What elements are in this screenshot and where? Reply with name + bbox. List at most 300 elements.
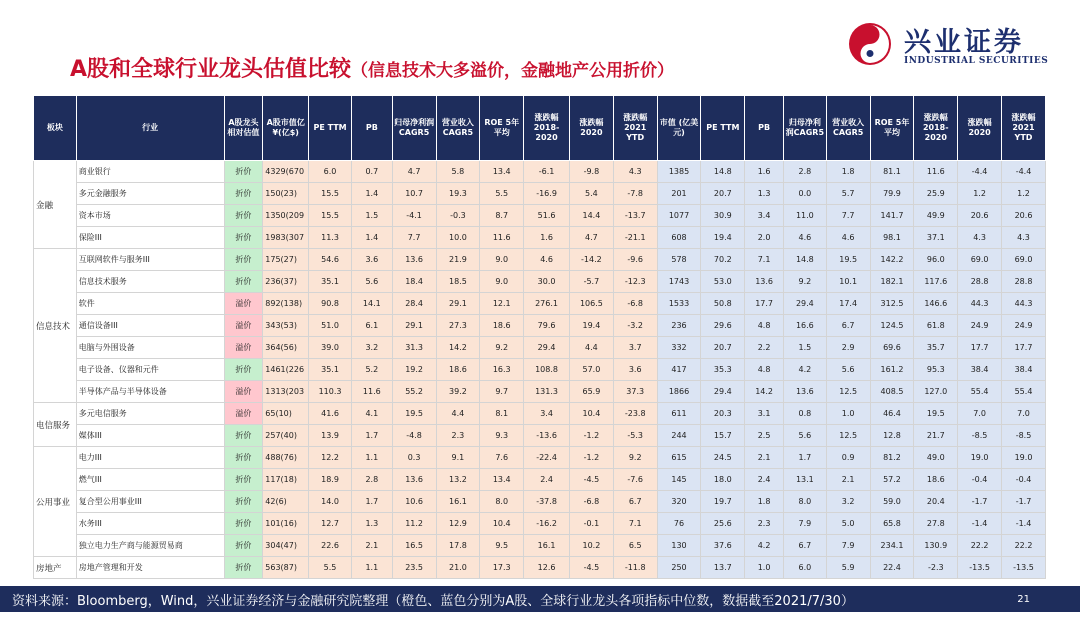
global-metric-cell: 1.8 [745,491,784,513]
source-note: 资料来源：Bloomberg，Wind，兴业证券经济与金融研究院整理（橙色、蓝色分别为A股、全球行业龙头各项指标中位数，数据截至2021/7/30） [12,594,854,609]
global-metric-cell: 417 [657,359,701,381]
a-share-metric-cell: 18.5 [436,271,480,293]
global-metric-cell: 2.9 [826,337,870,359]
valuation-badge: 折价 [224,205,263,227]
global-metric-cell: 50.8 [701,293,745,315]
global-metric-cell: 244 [657,425,701,447]
global-metric-cell: 95.3 [914,359,958,381]
a-share-metric-cell: 39.2 [436,381,480,403]
a-share-metric-cell: 1.1 [351,447,392,469]
a-share-metric-cell: 29.4 [524,337,570,359]
global-metric-cell: 7.9 [826,535,870,557]
global-metric-cell: 4.8 [745,359,784,381]
valuation-badge: 溢价 [224,381,263,403]
table-row [34,161,1046,183]
global-metric-cell: 0.9 [826,447,870,469]
column-header: 涨跌幅 2018-2020 [914,96,958,161]
global-metric-cell: 10.1 [826,271,870,293]
a-share-metric-cell: 14.1 [351,293,392,315]
a-share-metric-cell: -7.8 [613,183,657,205]
valuation-badge: 溢价 [224,337,263,359]
global-metric-cell: 79.9 [870,183,914,205]
a-share-metric-cell: 6.7 [613,491,657,513]
global-metric-cell: 124.5 [870,315,914,337]
a-share-metric-cell: 1.6 [524,227,570,249]
global-metric-cell: 13.7 [701,557,745,579]
global-metric-cell: 4.3 [958,227,1002,249]
a-share-metric-cell: 1.1 [351,557,392,579]
global-metric-cell: 5.6 [826,359,870,381]
global-metric-cell: 8.0 [783,491,826,513]
column-header: ROE 5年平均 [870,96,914,161]
global-metric-cell: 11.6 [914,161,958,183]
global-metric-cell: 1.5 [783,337,826,359]
global-metric-cell: 29.6 [701,315,745,337]
global-metric-cell: -1.7 [1002,491,1046,513]
a-share-metric-cell: 4.6 [524,249,570,271]
industry-cell: 电子设备、仪器和元件 [76,359,224,381]
global-metric-cell: -1.4 [1002,513,1046,535]
a-share-metric-cell: 2.8 [351,469,392,491]
global-metric-cell: 1.0 [826,403,870,425]
a-share-metric-cell: 19.4 [569,315,613,337]
a-share-metric-cell: 30.0 [524,271,570,293]
a-share-metric-cell: 51.0 [309,315,352,337]
global-metric-cell: 1.3 [745,183,784,205]
logo-text-cn: 兴业证券 [904,27,1024,58]
global-metric-cell: 13.1 [783,469,826,491]
a-share-metric-cell: 5.5 [480,183,524,205]
sector-label: 信息技术 [34,249,77,403]
a-share-metric-cell: 563(87) [263,557,309,579]
global-metric-cell: 2.0 [745,227,784,249]
global-metric-cell: 19.5 [914,403,958,425]
table-row [34,337,1046,359]
a-share-metric-cell: -12.3 [613,271,657,293]
a-share-metric-cell: 37.3 [613,381,657,403]
global-metric-cell: 5.0 [826,513,870,535]
global-metric-cell: 6.7 [826,315,870,337]
global-metric-cell: 608 [657,227,701,249]
a-share-metric-cell: 16.1 [524,535,570,557]
a-share-metric-cell: 14.2 [436,337,480,359]
global-metric-cell: 141.7 [870,205,914,227]
a-share-metric-cell: 79.6 [524,315,570,337]
column-header: 行业 [76,96,224,161]
global-metric-cell: 35.7 [914,337,958,359]
industry-cell: 商业银行 [76,161,224,183]
a-share-metric-cell: 2.4 [524,469,570,491]
global-metric-cell: 44.3 [958,293,1002,315]
a-share-metric-cell: 7.7 [392,227,436,249]
global-metric-cell: 15.7 [701,425,745,447]
a-share-metric-cell: -16.9 [524,183,570,205]
global-metric-cell: 28.8 [1002,271,1046,293]
industry-cell: 保险III [76,227,224,249]
a-share-metric-cell: 4.4 [569,337,613,359]
a-share-metric-cell: 488(76) [263,447,309,469]
a-share-metric-cell: 364(56) [263,337,309,359]
a-share-metric-cell: 8.7 [480,205,524,227]
a-share-metric-cell: -22.4 [524,447,570,469]
a-share-metric-cell: 1.7 [351,491,392,513]
global-metric-cell: 57.2 [870,469,914,491]
column-header: 涨跌幅 2021 YTD [613,96,657,161]
global-metric-cell: 49.0 [914,447,958,469]
a-share-metric-cell: 17.8 [436,535,480,557]
global-metric-cell: 46.4 [870,403,914,425]
a-share-metric-cell: -4.5 [569,469,613,491]
global-metric-cell: 2.2 [745,337,784,359]
valuation-badge: 折价 [224,557,263,579]
a-share-metric-cell: 1.4 [351,183,392,205]
a-share-metric-cell: 12.2 [309,447,352,469]
a-share-metric-cell: 5.8 [436,161,480,183]
global-metric-cell: 18.0 [701,469,745,491]
global-metric-cell: 11.0 [783,205,826,227]
valuation-badge: 折价 [224,425,263,447]
a-share-metric-cell: 1.5 [351,205,392,227]
a-share-metric-cell: 42(6) [263,491,309,513]
global-metric-cell: 25.6 [701,513,745,535]
valuation-badge: 折价 [224,447,263,469]
a-share-metric-cell: -6.8 [569,491,613,513]
global-metric-cell: 25.9 [914,183,958,205]
global-metric-cell: 53.0 [701,271,745,293]
industry-cell: 燃气III [76,469,224,491]
a-share-metric-cell: 4.3 [613,161,657,183]
a-share-metric-cell: -4.8 [392,425,436,447]
a-share-metric-cell: 892(138) [263,293,309,315]
global-metric-cell: 14.8 [701,161,745,183]
global-metric-cell: 17.4 [826,293,870,315]
a-share-metric-cell: 18.6 [480,315,524,337]
global-metric-cell: -2.3 [914,557,958,579]
a-share-metric-cell: 57.0 [569,359,613,381]
a-share-metric-cell: 65.9 [569,381,613,403]
column-header: 营业收入CAGR5 [826,96,870,161]
global-metric-cell: 234.1 [870,535,914,557]
global-metric-cell: -0.4 [1002,469,1046,491]
global-metric-cell: 7.1 [745,249,784,271]
a-share-metric-cell: -9.8 [569,161,613,183]
a-share-metric-cell: 13.4 [480,469,524,491]
a-share-metric-cell: 6.0 [309,161,352,183]
table-row [34,293,1046,315]
global-metric-cell: 37.6 [701,535,745,557]
a-share-metric-cell: 19.3 [436,183,480,205]
global-metric-cell: 2.3 [745,513,784,535]
a-share-metric-cell: 3.4 [524,403,570,425]
global-metric-cell: 13.6 [745,271,784,293]
a-share-metric-cell: 5.2 [351,359,392,381]
industry-cell: 水务III [76,513,224,535]
company-logo [848,20,1060,70]
a-share-metric-cell: 1.3 [351,513,392,535]
global-metric-cell: 12.5 [826,381,870,403]
global-metric-cell: 20.3 [701,403,745,425]
global-metric-cell: 6.7 [783,535,826,557]
column-header: 板块 [34,96,77,161]
global-metric-cell: 14.2 [745,381,784,403]
a-share-metric-cell: 13.2 [436,469,480,491]
global-metric-cell: 28.8 [958,271,1002,293]
global-metric-cell: 19.0 [1002,447,1046,469]
a-share-metric-cell: -1.2 [569,447,613,469]
global-metric-cell: 21.7 [914,425,958,447]
a-share-metric-cell: 175(27) [263,249,309,271]
sector-label: 公用事业 [34,447,77,557]
a-share-metric-cell: -5.3 [613,425,657,447]
a-share-metric-cell: 10.2 [569,535,613,557]
industry-cell: 通信设备III [76,315,224,337]
industry-cell: 房地产管理和开发 [76,557,224,579]
table-row [34,271,1046,293]
a-share-metric-cell: 110.3 [309,381,352,403]
global-metric-cell: -4.4 [958,161,1002,183]
global-metric-cell: 59.0 [870,491,914,513]
a-share-metric-cell: 117(18) [263,469,309,491]
valuation-badge: 折价 [224,491,263,513]
global-metric-cell: 611 [657,403,701,425]
table-row [34,513,1046,535]
global-metric-cell: 1.7 [783,447,826,469]
global-metric-cell: 76 [657,513,701,535]
global-metric-cell: 30.9 [701,205,745,227]
a-share-metric-cell: 10.6 [392,491,436,513]
global-metric-cell: 69.0 [958,249,1002,271]
global-metric-cell: 20.6 [958,205,1002,227]
global-metric-cell: 20.6 [1002,205,1046,227]
sector-label: 房地产 [34,557,77,579]
a-share-metric-cell: -6.8 [613,293,657,315]
a-share-metric-cell: 13.4 [480,161,524,183]
global-metric-cell: 6.0 [783,557,826,579]
a-share-metric-cell: 18.9 [309,469,352,491]
global-metric-cell: 17.7 [1002,337,1046,359]
global-metric-cell: 332 [657,337,701,359]
valuation-badge: 溢价 [224,315,263,337]
a-share-metric-cell: 2.3 [436,425,480,447]
a-share-metric-cell: 16.3 [480,359,524,381]
a-share-metric-cell: 29.1 [392,315,436,337]
a-share-metric-cell: 3.2 [351,337,392,359]
a-share-metric-cell: 17.3 [480,557,524,579]
a-share-metric-cell: 7.6 [480,447,524,469]
a-share-metric-cell: 18.6 [436,359,480,381]
industry-cell: 电脑与外围设备 [76,337,224,359]
global-metric-cell: 29.4 [783,293,826,315]
global-metric-cell: 236 [657,315,701,337]
global-metric-cell: 0.0 [783,183,826,205]
column-header: 涨跌幅 2020 [569,96,613,161]
global-metric-cell: 20.7 [701,337,745,359]
a-share-metric-cell: 10.0 [436,227,480,249]
global-metric-cell: 22.2 [1002,535,1046,557]
a-share-metric-cell: 108.8 [524,359,570,381]
a-share-metric-cell: 41.6 [309,403,352,425]
a-share-metric-cell: 9.1 [436,447,480,469]
a-share-metric-cell: 4.7 [392,161,436,183]
global-metric-cell: 5.7 [826,183,870,205]
column-header: A股龙头相对估值 [224,96,263,161]
a-share-metric-cell: 65(10) [263,403,309,425]
a-share-metric-cell: 10.4 [480,513,524,535]
global-metric-cell: 4.2 [783,359,826,381]
title-main: A股和全球行业龙头估值比较 [70,57,352,82]
table-row [34,535,1046,557]
global-metric-cell: 1743 [657,271,701,293]
industry-cell: 互联网软件与服务III [76,249,224,271]
a-share-metric-cell: 150(23) [263,183,309,205]
a-share-metric-cell: 90.8 [309,293,352,315]
a-share-metric-cell: 6.1 [351,315,392,337]
global-metric-cell: 578 [657,249,701,271]
global-metric-cell: -13.5 [958,557,1002,579]
global-metric-cell: 146.6 [914,293,958,315]
a-share-metric-cell: -4.1 [392,205,436,227]
column-header: ROE 5年平均 [480,96,524,161]
global-metric-cell: 182.1 [870,271,914,293]
global-metric-cell: 81.2 [870,447,914,469]
a-share-metric-cell: 0.3 [392,447,436,469]
global-metric-cell: 4.6 [783,227,826,249]
a-share-metric-cell: 9.0 [480,249,524,271]
title-subtitle: （信息技术大多溢价，金融地产公用折价） [351,61,675,81]
a-share-metric-cell: 39.0 [309,337,352,359]
a-share-metric-cell: -23.8 [613,403,657,425]
global-metric-cell: 24.9 [1002,315,1046,337]
a-share-metric-cell: 1350(209 [263,205,309,227]
global-metric-cell: 20.7 [701,183,745,205]
a-share-metric-cell: -4.5 [569,557,613,579]
a-share-metric-cell: 13.6 [392,469,436,491]
a-share-metric-cell: -16.2 [524,513,570,535]
table-row [34,183,1046,205]
table-row [34,491,1046,513]
global-metric-cell: 2.5 [745,425,784,447]
column-header: 归母净利润CAGR5 [392,96,436,161]
industry-cell: 媒体III [76,425,224,447]
column-header: 涨跌幅 2021 YTD [1002,96,1046,161]
a-share-metric-cell: -0.1 [569,513,613,535]
a-share-metric-cell: -7.6 [613,469,657,491]
global-metric-cell: 4.2 [745,535,784,557]
a-share-metric-cell: 12.1 [480,293,524,315]
a-share-metric-cell: 3.6 [613,359,657,381]
a-share-metric-cell: 31.3 [392,337,436,359]
global-metric-cell: -13.5 [1002,557,1046,579]
global-metric-cell: 1866 [657,381,701,403]
a-share-metric-cell: 343(53) [263,315,309,337]
global-metric-cell: 12.8 [870,425,914,447]
a-share-metric-cell: 1461(226 [263,359,309,381]
a-share-metric-cell: 8.0 [480,491,524,513]
industry-cell: 半导体产品与半导体设备 [76,381,224,403]
global-metric-cell: 145 [657,469,701,491]
global-metric-cell: 24.5 [701,447,745,469]
global-metric-cell: 18.6 [914,469,958,491]
global-metric-cell: 7.9 [783,513,826,535]
a-share-metric-cell: 51.6 [524,205,570,227]
a-share-metric-cell: 29.1 [436,293,480,315]
a-share-metric-cell: 19.2 [392,359,436,381]
global-metric-cell: 65.8 [870,513,914,535]
a-share-metric-cell: -11.8 [613,557,657,579]
a-share-metric-cell: 16.5 [392,535,436,557]
a-share-metric-cell: 1313(203 [263,381,309,403]
global-metric-cell: 17.7 [745,293,784,315]
global-metric-cell: 38.4 [1002,359,1046,381]
a-share-metric-cell: 35.1 [309,271,352,293]
global-metric-cell: 20.4 [914,491,958,513]
global-metric-cell: 408.5 [870,381,914,403]
a-share-metric-cell: 276.1 [524,293,570,315]
a-share-metric-cell: 5.5 [309,557,352,579]
global-metric-cell: -8.5 [958,425,1002,447]
a-share-metric-cell: 13.6 [392,249,436,271]
global-metric-cell: 55.4 [958,381,1002,403]
global-metric-cell: 37.1 [914,227,958,249]
global-metric-cell: 3.1 [745,403,784,425]
table-row [34,381,1046,403]
global-metric-cell: 4.3 [1002,227,1046,249]
table-row [34,249,1046,271]
global-metric-cell: 2.1 [745,447,784,469]
valuation-badge: 折价 [224,513,263,535]
a-share-metric-cell: -37.8 [524,491,570,513]
table-row [34,557,1046,579]
logo-mark-icon [848,22,892,66]
column-header: 归母净利润CAGR5 [783,96,826,161]
global-metric-cell: 1.6 [745,161,784,183]
a-share-metric-cell: -14.2 [569,249,613,271]
a-share-metric-cell: 35.1 [309,359,352,381]
global-metric-cell: -4.4 [1002,161,1046,183]
a-share-metric-cell: 13.9 [309,425,352,447]
a-share-metric-cell: 55.2 [392,381,436,403]
a-share-metric-cell: 21.0 [436,557,480,579]
a-share-metric-cell: 4.7 [569,227,613,249]
a-share-metric-cell: 0.7 [351,161,392,183]
a-share-metric-cell: 10.7 [392,183,436,205]
global-metric-cell: 1.0 [745,557,784,579]
a-share-metric-cell: -0.3 [436,205,480,227]
a-share-metric-cell: 15.5 [309,183,352,205]
a-share-metric-cell: -13.7 [613,205,657,227]
column-header: A股市值亿¥(亿$) [263,96,309,161]
table-row [34,425,1046,447]
global-metric-cell: 2.8 [783,161,826,183]
a-share-metric-cell: 1983(307 [263,227,309,249]
a-share-metric-cell: 11.6 [480,227,524,249]
a-share-metric-cell: 14.0 [309,491,352,513]
global-metric-cell: 3.2 [826,491,870,513]
a-share-metric-cell: 11.3 [309,227,352,249]
table-row [34,403,1046,425]
a-share-metric-cell: 10.4 [569,403,613,425]
global-metric-cell: 55.4 [1002,381,1046,403]
global-metric-cell: 161.2 [870,359,914,381]
table-row [34,205,1046,227]
valuation-badge: 折价 [224,271,263,293]
global-metric-cell: 5.9 [826,557,870,579]
global-metric-cell: 130 [657,535,701,557]
global-metric-cell: 12.5 [826,425,870,447]
a-share-metric-cell: 16.1 [436,491,480,513]
valuation-badge: 溢价 [224,403,263,425]
industry-cell: 资本市场 [76,205,224,227]
